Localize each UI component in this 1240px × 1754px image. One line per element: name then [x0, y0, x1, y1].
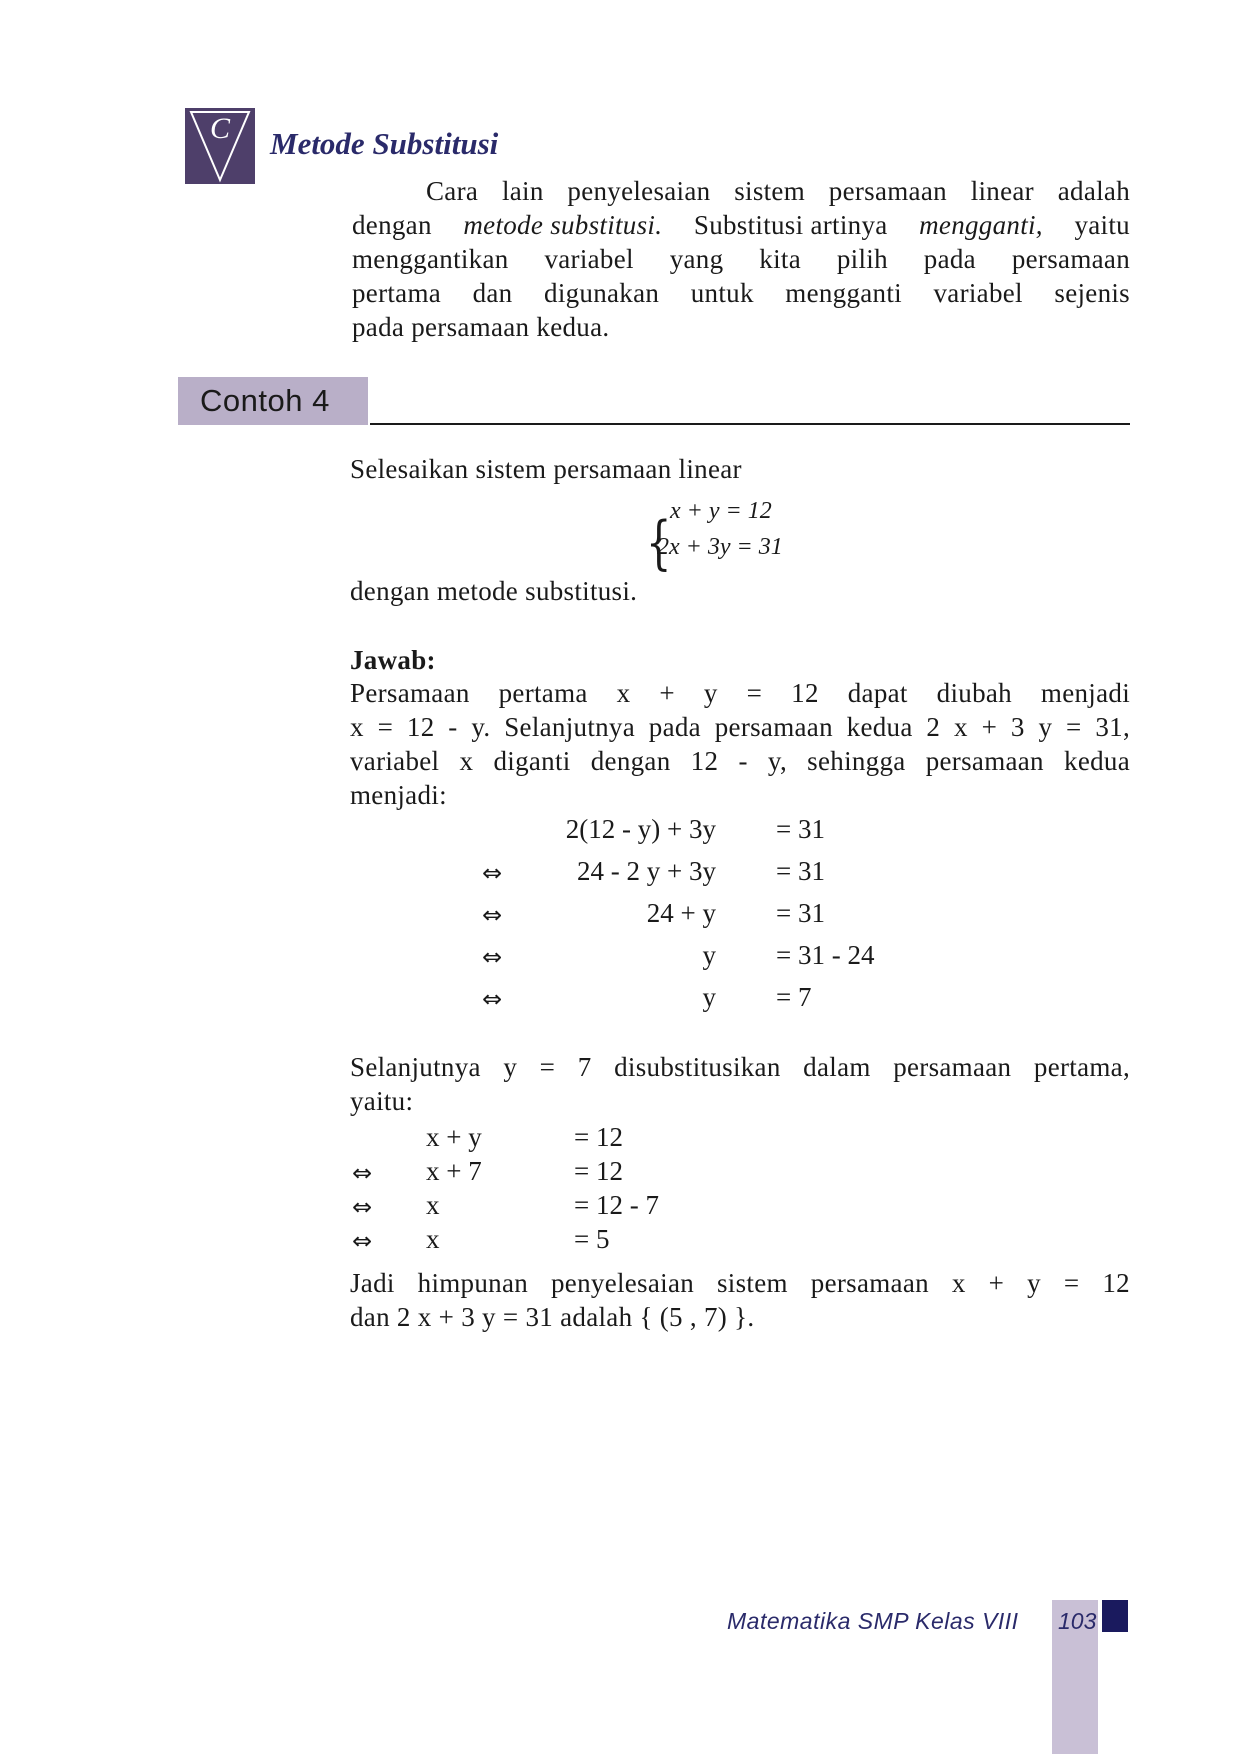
intro-line-3: menggantikan variabel yang kita pilih pada persamaan	[352, 244, 1130, 274]
equation-lhs: y	[702, 940, 716, 970]
equation-lhs: 2(12 - y) + 3y	[565, 814, 716, 844]
intro-line-1: Cara lain penyelesaian sistem persamaan linear adalah	[426, 176, 1130, 206]
intro-emphasis-word: mengganti,	[919, 210, 1043, 240]
system-equation-1: x + y = 12	[670, 498, 772, 524]
intro-line-4: pertama dan digunakan untuk mengganti variabel sejenis	[352, 278, 1130, 308]
equation-rhs: = 31	[776, 856, 825, 886]
section-title: Metode Substitusi	[270, 126, 499, 161]
equation-rhs: = 31	[776, 814, 825, 844]
example-method: dengan metode substitusi.	[350, 576, 638, 606]
equation-rhs: = 12 - 7	[574, 1190, 659, 1220]
example-divider	[370, 423, 1130, 425]
equivalence-arrow-icon: ⇔	[482, 901, 503, 929]
equation-rhs: = 5	[574, 1224, 610, 1254]
section-letter: C	[209, 112, 230, 145]
brace-icon: {	[646, 510, 672, 577]
answer-line-3: variabel x diganti dengan 12 - y, sehingga persamaan kedua	[350, 746, 1130, 776]
equivalence-arrow-icon: ⇔	[352, 1227, 373, 1255]
equivalence-arrow-icon: ⇔	[482, 859, 503, 887]
equation-rhs: = 12	[574, 1156, 623, 1186]
equation-rhs: = 31	[776, 898, 825, 928]
equivalence-arrow-icon: ⇔	[352, 1193, 373, 1221]
example-label: Contoh 4	[200, 383, 330, 418]
equivalence-arrow-icon: ⇔	[352, 1159, 373, 1187]
continuation-line-1: Selanjutnya y = 7 disubstitusikan dalam persamaan pertama,	[350, 1052, 1130, 1082]
answer-label: Jawab:	[350, 645, 436, 675]
continuation-line-2: yaitu:	[350, 1086, 414, 1116]
equation-lhs: x + 7	[426, 1156, 482, 1186]
equation-rhs: = 7	[776, 982, 812, 1012]
example-prompt: Selesaikan sistem persamaan linear	[350, 454, 742, 484]
footer-book-title: Matematika SMP Kelas VIII	[727, 1608, 1019, 1634]
equation-lhs: y	[702, 982, 716, 1012]
answer-line-1: Persamaan pertama x + y = 12 dapat diubah menjadi	[350, 678, 1130, 708]
equivalence-arrow-icon: ⇔	[482, 943, 503, 971]
answer-line-2: x = 12 - y. Selanjutnya pada persamaan kedua 2 x + 3 y = 31,	[350, 712, 1130, 742]
equation-rhs: = 12	[574, 1122, 623, 1152]
intro-emphasis-term: metode substitusi.	[463, 210, 663, 240]
footer-square-marker	[1102, 1600, 1128, 1632]
intro-word: yaitu	[1074, 210, 1130, 240]
intro-line-5: pada persamaan kedua.	[352, 312, 610, 342]
intro-word: Substitusi artinya	[693, 210, 888, 240]
intro-line-2	[352, 208, 1130, 242]
equation-lhs: 24 - 2 y + 3y	[577, 856, 716, 886]
equation-lhs: 24 + y	[646, 898, 716, 928]
system-equation-2: 2x + 3y = 31	[657, 534, 783, 560]
conclusion-line-2: dan 2 x + 3 y = 31 adalah { (5 , 7) }.	[350, 1302, 755, 1332]
footer-page-number: 103	[1058, 1608, 1097, 1634]
equivalence-arrow-icon: ⇔	[482, 985, 503, 1013]
intro-word: dengan	[352, 210, 432, 240]
conclusion-line-1: Jadi himpunan penyelesaian sistem persamaan x + y = 12	[350, 1268, 1130, 1298]
equation-lhs: x + y	[426, 1122, 482, 1152]
equation-lhs: x	[426, 1190, 440, 1220]
equation-lhs: x	[426, 1224, 440, 1254]
equation-rhs: = 31 - 24	[776, 940, 875, 970]
answer-line-4: menjadi:	[350, 780, 447, 810]
